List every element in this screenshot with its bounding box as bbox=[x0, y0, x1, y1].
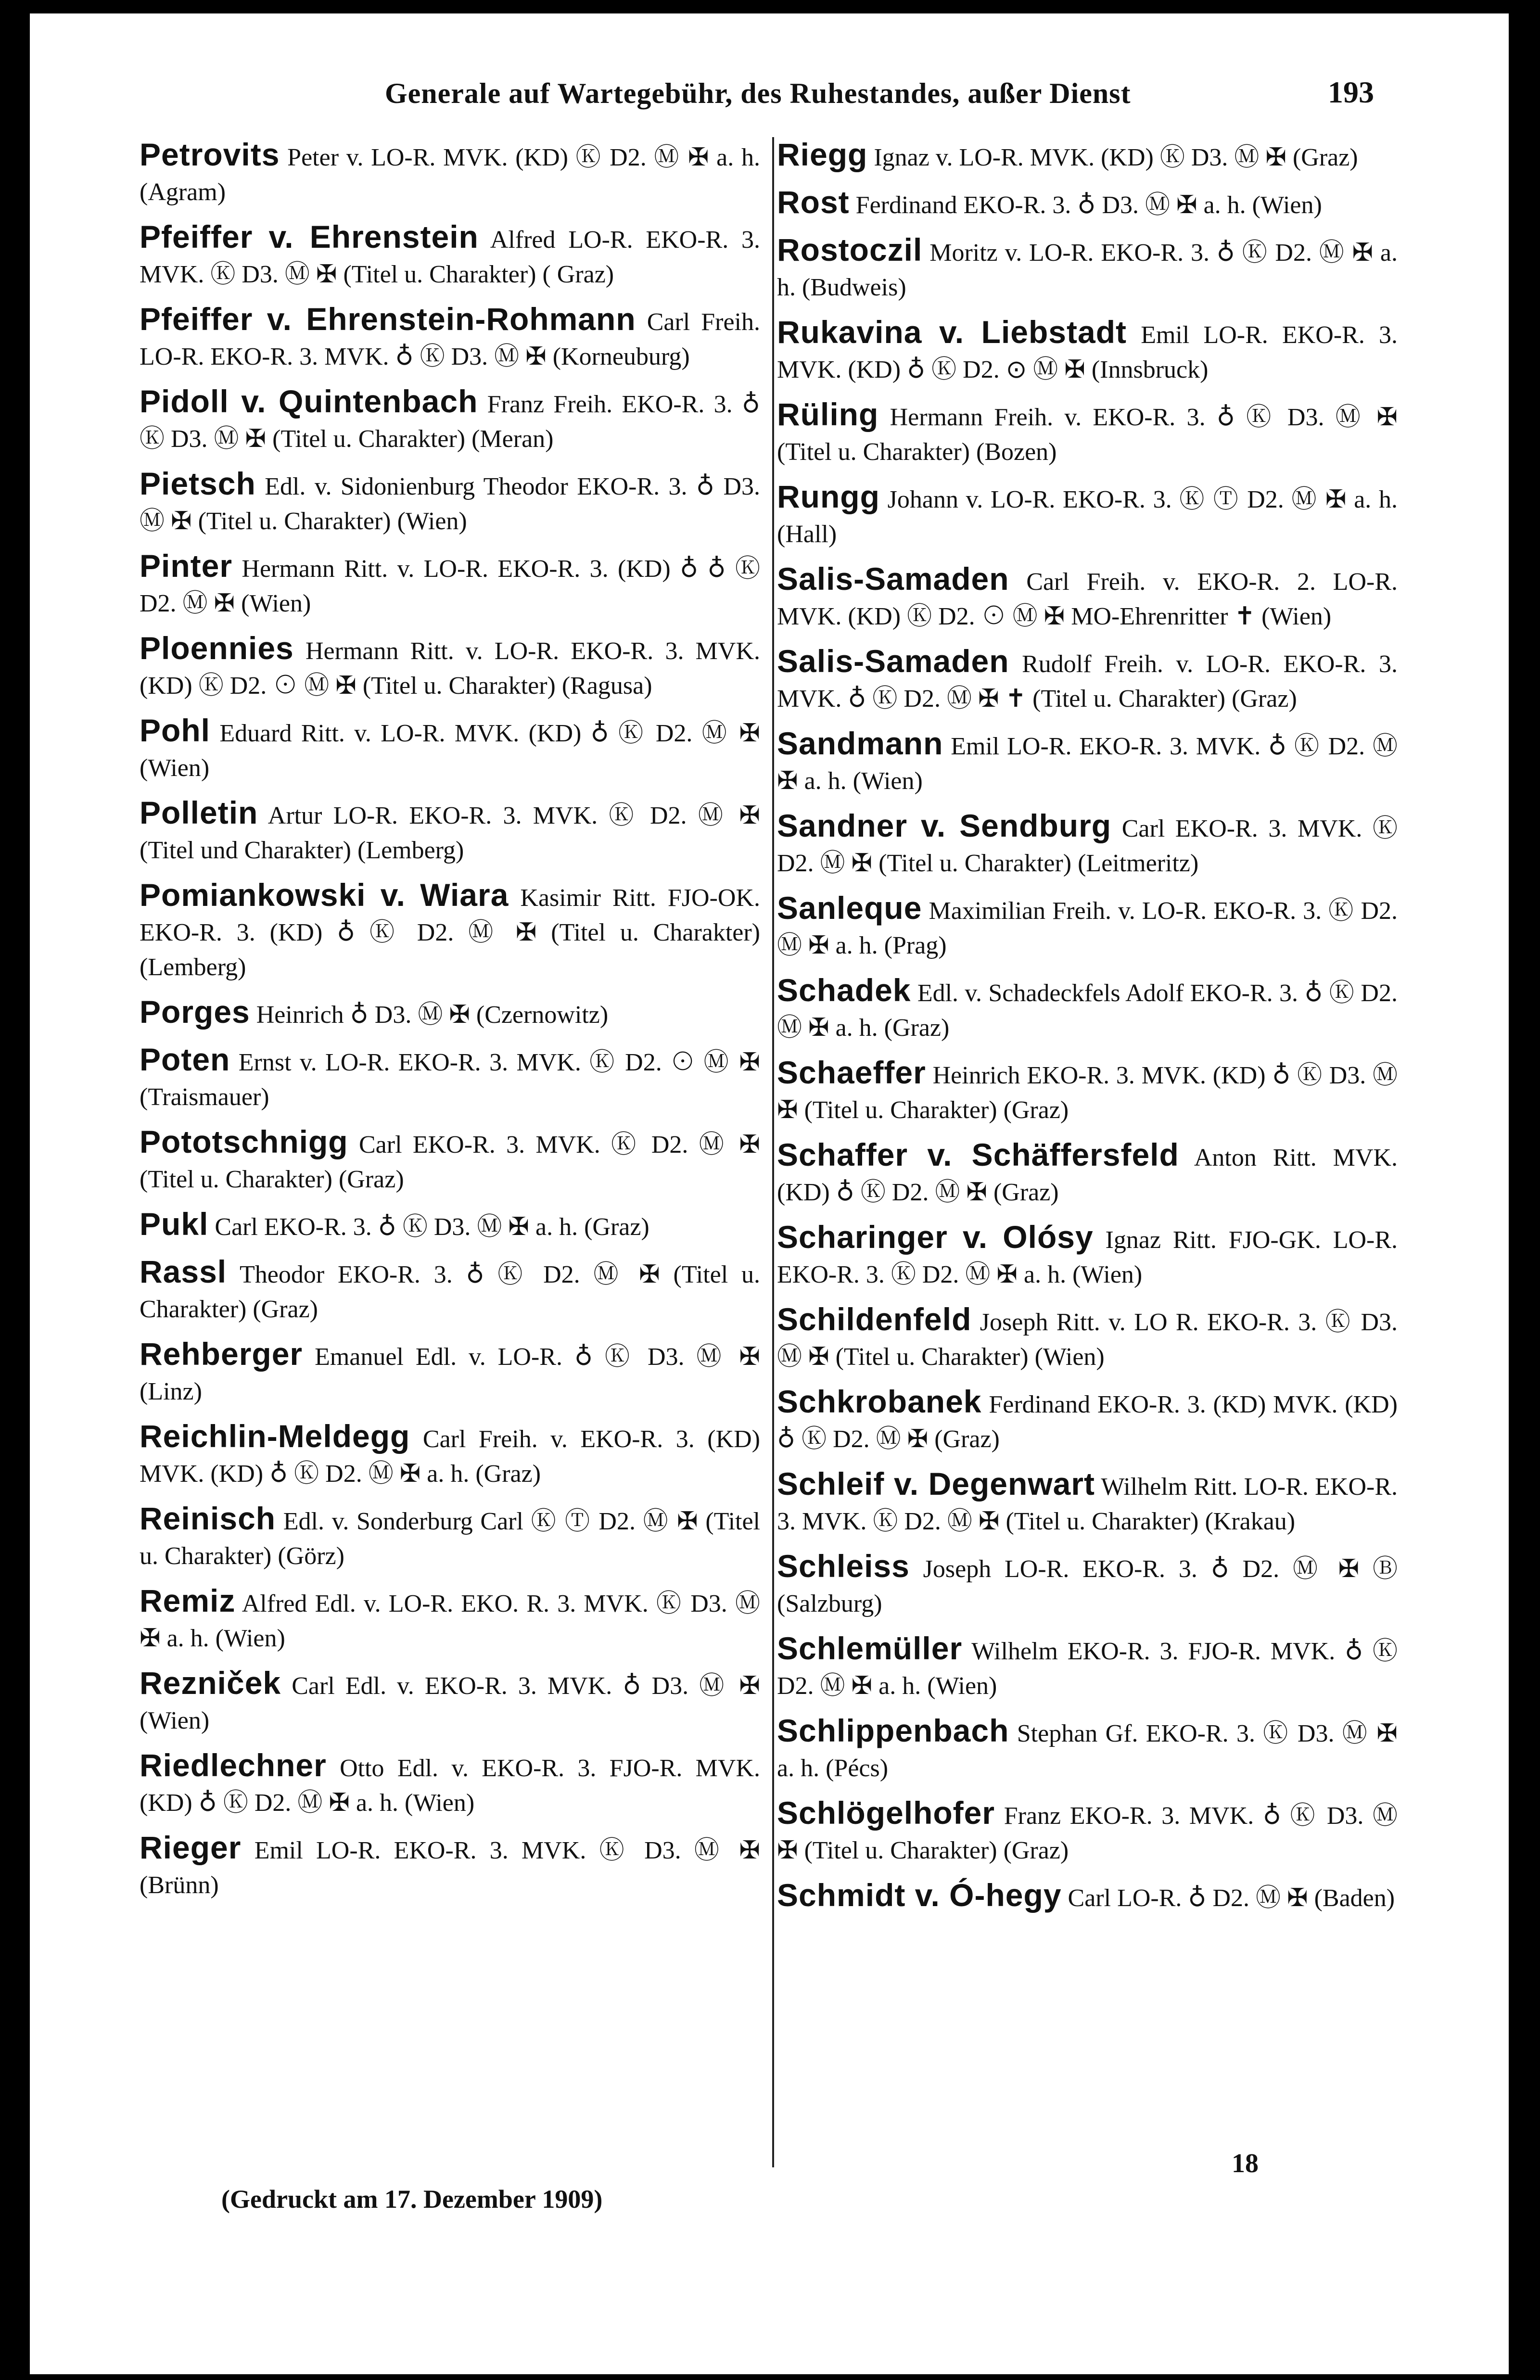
entry-details: Ernst v. LO-R. EKO-R. 3. MVK. Ⓚ D2. ⊙ Ⓜ ✠ (Traismauer) bbox=[140, 1049, 760, 1111]
register-entry bbox=[777, 315, 1398, 387]
entry-surname: Poten bbox=[140, 1042, 230, 1077]
register-entry bbox=[777, 644, 1398, 716]
entry-details: Hermann Freih. v. EKO-R. 3. ♁ Ⓚ D3. Ⓜ ✠ (Titel u. Charakter) (Bozen) bbox=[777, 404, 1398, 466]
entry-surname: Pinter bbox=[140, 548, 233, 584]
entry-surname: Salis-Samaden bbox=[777, 561, 1009, 597]
entry-surname: Rost bbox=[777, 184, 850, 220]
entry-surname: Schaeffer bbox=[777, 1055, 926, 1090]
entry-details: Heinrich ♁ D3. Ⓜ ✠ (Czernowitz) bbox=[256, 1001, 609, 1029]
register-entry bbox=[777, 137, 1398, 175]
entry-surname: Schmidt v. Ó-hegy bbox=[777, 1877, 1062, 1913]
register-entry bbox=[777, 808, 1398, 881]
entry-surname: Porges bbox=[140, 994, 250, 1030]
entry-details: Hermann Ritt. v. LO-R. EKO-R. 3. MVK. (KD) Ⓚ D2. ⊙ Ⓜ ✠ (Titel u. Charakter) (Ragusa) bbox=[140, 637, 761, 700]
register-entry bbox=[777, 1795, 1398, 1868]
register-entry bbox=[140, 1583, 760, 1656]
entry-surname: Pototschnigg bbox=[140, 1124, 348, 1159]
entry-surname: Schaffer v. Schäffersfeld bbox=[777, 1137, 1179, 1172]
entry-surname: Rukavina v. Liebstadt bbox=[777, 314, 1127, 350]
register-entry bbox=[777, 479, 1398, 552]
register-entry bbox=[140, 548, 760, 621]
register-entry bbox=[140, 795, 760, 868]
entry-details: Kasimir Ritt. FJO-OK. EKO-R. 3. (KD) ♁ Ⓚ D2. Ⓜ ✠ (Titel u. Charakter) (Lemberg) bbox=[140, 884, 761, 981]
register-entry bbox=[140, 1748, 760, 1820]
entry-surname: Pietsch bbox=[140, 466, 256, 501]
scan-border-left bbox=[0, 0, 30, 2380]
entry-details: Edl. v. Schadeckfels Adolf EKO-R. 3. ♁ Ⓚ D2. Ⓜ ✠ a. h. (Graz) bbox=[777, 980, 1398, 1042]
entry-details: Edl. v. Sidonienburg Theodor EKO-R. 3. ♁ D3. Ⓜ ✠ (Titel u. Charakter) (Wien) bbox=[140, 473, 760, 535]
entry-surname: Rüling bbox=[777, 396, 879, 432]
register-entry bbox=[140, 384, 760, 457]
register-entry bbox=[777, 397, 1398, 470]
entry-details: Johann v. LO-R. EKO-R. 3. Ⓚ Ⓣ D2. Ⓜ ✠ a. h. (Hall) bbox=[777, 486, 1398, 548]
entry-surname: Schleiss bbox=[777, 1548, 910, 1584]
register-entry bbox=[140, 1501, 760, 1574]
entry-surname: Riedlechner bbox=[140, 1747, 327, 1783]
register-entry bbox=[777, 1137, 1398, 1210]
entry-surname: Schlemüller bbox=[777, 1630, 963, 1666]
entry-surname: Schadek bbox=[777, 972, 911, 1008]
entry-details: Alfred Edl. v. LO-R. EKO. R. 3. MVK. Ⓚ D3. Ⓜ ✠ a. h. (Wien) bbox=[140, 1590, 760, 1652]
register-entry bbox=[140, 302, 760, 374]
entry-details: Edl. v. Sonderburg Carl Ⓚ Ⓣ D2. Ⓜ ✠ (Titel u. Charakter) (Görz) bbox=[140, 1508, 760, 1570]
entry-details: Franz EKO-R. 3. MVK. ♁ Ⓚ D3. Ⓜ ✠ (Titel u. Charakter) (Graz) bbox=[777, 1802, 1398, 1864]
entry-details: Maximilian Freih. v. LO-R. EKO-R. 3. Ⓚ D2. Ⓜ ✠ a. h. (Prag) bbox=[777, 897, 1398, 959]
entry-surname: Schlippenbach bbox=[777, 1713, 1009, 1748]
register-entry bbox=[140, 1042, 760, 1115]
entry-details: Carl Freih. v. EKO-R. 2. LO-R. MVK. (KD) Ⓚ D2. ⊙ Ⓜ ✠ MO-Ehrenritter ✝ (Wien) bbox=[777, 568, 1398, 630]
register-entry bbox=[777, 891, 1398, 963]
register-entry bbox=[777, 1631, 1398, 1704]
entry-details: Carl Freih. v. EKO-R. 3. (KD) MVK. (KD) ♁ Ⓚ D2. Ⓜ ✠ a. h. (Graz) bbox=[140, 1425, 760, 1488]
register-entry bbox=[777, 1055, 1398, 1128]
entry-details: Carl EKO-R. 3. MVK. Ⓚ D2. Ⓜ ✠ (Titel u. Charakter) (Graz) bbox=[140, 1131, 760, 1193]
scan-border-bottom bbox=[0, 2374, 1540, 2380]
register-entry bbox=[140, 713, 760, 786]
register-entry bbox=[777, 1713, 1398, 1786]
entry-details: Alfred LO-R. EKO-R. 3. MVK. Ⓚ D3. Ⓜ ✠ (Titel u. Charakter) ( Graz) bbox=[140, 226, 761, 288]
entry-details: Carl EKO-R. 3. ♁ Ⓚ D3. Ⓜ ✠ a. h. (Graz) bbox=[215, 1213, 649, 1241]
register-entry bbox=[140, 1419, 760, 1491]
sheet-number: 18 bbox=[1232, 2149, 1259, 2178]
entry-details: Ferdinand EKO-R. 3. ♁ D3. Ⓜ ✠ a. h. (Wien) bbox=[855, 191, 1322, 219]
entry-details: Rudolf Freih. v. LO-R. EKO-R. 3. MVK. ♁ Ⓚ D2. Ⓜ ✠ ✝ (Titel u. Charakter) (Graz) bbox=[777, 650, 1398, 713]
entry-surname: Reichlin-Meldegg bbox=[140, 1418, 410, 1454]
register-entry bbox=[140, 219, 760, 292]
entry-details: Ignaz v. LO-R. MVK. (KD) Ⓚ D3. Ⓜ ✠ (Graz) bbox=[874, 144, 1358, 171]
entry-surname: Remiz bbox=[140, 1583, 236, 1618]
entry-details: Joseph LO-R. EKO-R. 3. ♁ D2. Ⓜ ✠ Ⓑ (Salzburg) bbox=[777, 1555, 1398, 1617]
register-entry bbox=[777, 1220, 1398, 1292]
entry-surname: Riegg bbox=[777, 137, 868, 172]
register-entry bbox=[140, 631, 760, 703]
register-entry bbox=[777, 1878, 1398, 1916]
entry-details: Wilhelm EKO-R. 3. FJO-R. MVK. ♁ Ⓚ D2. Ⓜ ✠ a. h. (Wien) bbox=[777, 1638, 1398, 1700]
register-entry bbox=[777, 232, 1398, 305]
entry-details: Carl LO-R. ♁ D2. Ⓜ ✠ (Baden) bbox=[1068, 1884, 1395, 1912]
entry-details: Stephan Gf. EKO-R. 3. Ⓚ D3. Ⓜ ✠ a. h. (Pécs) bbox=[777, 1720, 1398, 1782]
register-entry bbox=[140, 466, 760, 539]
register-entry bbox=[777, 726, 1398, 799]
print-note: (Gedruckt am 17. Dezember 1909) bbox=[221, 2185, 603, 2214]
register-entry bbox=[777, 1466, 1398, 1539]
entry-details: Emil LO-R. EKO-R. 3. MVK. Ⓚ D3. Ⓜ ✠ (Brünn) bbox=[140, 1837, 761, 1899]
register-entry bbox=[140, 1830, 760, 1903]
entry-surname: Salis-Samaden bbox=[777, 643, 1009, 679]
entry-surname: Rostoczil bbox=[777, 232, 923, 267]
entry-details: Wilhelm Ritt. LO-R. EKO-R. 3. MVK. Ⓚ D2. Ⓜ ✠ (Titel u. Charakter) (Krakau) bbox=[777, 1473, 1398, 1535]
entry-details: Heinrich EKO-R. 3. MVK. (KD) ♁ Ⓚ D3. Ⓜ ✠ (Titel u. Charakter) (Graz) bbox=[777, 1062, 1398, 1124]
entry-details: Franz Freih. EKO-R. 3. ♁ Ⓚ D3. Ⓜ ✠ (Titel u. Charakter) (Meran) bbox=[140, 391, 760, 453]
entry-surname: Rassl bbox=[140, 1254, 227, 1289]
entry-details: Joseph Ritt. v. LO R. EKO-R. 3. Ⓚ D3. Ⓜ ✠ (Titel u. Charakter) (Wien) bbox=[777, 1309, 1398, 1371]
entry-surname: Schildenfeld bbox=[777, 1301, 972, 1337]
entry-surname: Pfeiffer v. Ehrenstein-Rohmann bbox=[140, 301, 636, 337]
scan-border-top bbox=[0, 0, 1540, 13]
register-entry bbox=[777, 973, 1398, 1045]
register-entry bbox=[777, 561, 1398, 634]
entry-surname: Pohl bbox=[140, 713, 210, 748]
column-divider bbox=[772, 137, 774, 2167]
register-entry bbox=[140, 1666, 760, 1738]
entry-details: Emanuel Edl. v. LO-R. ♁ Ⓚ D3. Ⓜ ✠ (Linz) bbox=[140, 1343, 761, 1405]
entry-details: Theodor EKO-R. 3. ♁ Ⓚ D2. Ⓜ ✠ (Titel u. Charakter) (Graz) bbox=[140, 1261, 760, 1323]
entry-details: Otto Edl. v. EKO-R. 3. FJO-R. MVK. (KD) ♁ Ⓚ D2. Ⓜ ✠ a. h. (Wien) bbox=[140, 1755, 761, 1817]
left-column bbox=[140, 137, 760, 2191]
register-entry bbox=[777, 1302, 1398, 1375]
entry-surname: Reinisch bbox=[140, 1501, 276, 1536]
entry-surname: Scharinger v. Olósy bbox=[777, 1219, 1094, 1255]
entry-surname: Polletin bbox=[140, 795, 258, 830]
entry-details: Ignaz Ritt. FJO-GK. LO-R. EKO-R. 3. Ⓚ D2. Ⓜ ✠ a. h. (Wien) bbox=[777, 1226, 1398, 1288]
entry-surname: Sanleque bbox=[777, 890, 922, 926]
register-entry bbox=[777, 185, 1398, 223]
entry-surname: Pidoll v. Quintenbach bbox=[140, 383, 478, 419]
register-entry bbox=[777, 1549, 1398, 1621]
page-title: Generale auf Wartegebühr, des Ruhestandes, außer Dienst bbox=[385, 77, 1131, 109]
register-entry bbox=[140, 878, 760, 985]
register-entry bbox=[140, 1124, 760, 1197]
entry-details: Moritz v. LO-R. EKO-R. 3. ♁ Ⓚ D2. Ⓜ ✠ a. h. (Budweis) bbox=[777, 239, 1398, 301]
entry-details: Emil LO-R. EKO-R. 3. MVK. (KD) ♁ Ⓚ D2. ⊙ Ⓜ ✠ (Innsbruck) bbox=[777, 321, 1398, 383]
entry-surname: Pomiankowski v. Wiara bbox=[140, 877, 509, 913]
entry-details: Eduard Ritt. v. LO-R. MVK. (KD) ♁ Ⓚ D2. Ⓜ ✠ (Wien) bbox=[140, 720, 760, 782]
entry-surname: Petrovits bbox=[140, 137, 280, 172]
entry-details: Anton Ritt. MVK. (KD) ♁ Ⓚ D2. Ⓜ ✠ (Graz) bbox=[777, 1144, 1398, 1206]
entry-surname: Rieger bbox=[140, 1830, 242, 1865]
entry-details: Hermann Ritt. v. LO-R. EKO-R. 3. (KD) ♁ ♁ Ⓚ D2. Ⓜ ✠ (Wien) bbox=[140, 555, 760, 617]
page-header bbox=[144, 72, 1443, 125]
entry-surname: Schleif v. Degenwart bbox=[777, 1466, 1095, 1502]
entry-surname: Sandmann bbox=[777, 725, 943, 761]
entry-surname: Schkrobanek bbox=[777, 1384, 982, 1419]
entry-surname: Sandner v. Sendburg bbox=[777, 808, 1112, 843]
register-entry bbox=[140, 1254, 760, 1327]
register-entry bbox=[140, 1336, 760, 1409]
entry-details: Carl Edl. v. EKO-R. 3. MVK. ♁ D3. Ⓜ ✠ (Wien) bbox=[140, 1672, 760, 1734]
entry-surname: Pfeiffer v. Ehrenstein bbox=[140, 219, 479, 255]
entry-details: Carl EKO-R. 3. MVK. Ⓚ D2. Ⓜ ✠ (Titel u. Charakter) (Leitmeritz) bbox=[777, 815, 1398, 877]
entry-details: Artur LO-R. EKO-R. 3. MVK. Ⓚ D2. Ⓜ ✠ (Titel und Charakter) (Lemberg) bbox=[140, 802, 760, 864]
entry-details: Peter v. LO-R. MVK. (KD) Ⓚ D2. Ⓜ ✠ a. h. (Agram) bbox=[140, 144, 760, 206]
entry-surname: Rehberger bbox=[140, 1336, 303, 1372]
entry-surname: Rungg bbox=[777, 479, 880, 514]
entry-details: Emil LO-R. EKO-R. 3. MVK. ♁ Ⓚ D2. Ⓜ ✠ a. h. (Wien) bbox=[777, 733, 1398, 795]
entry-surname: Rezniček bbox=[140, 1665, 281, 1701]
entry-details: Carl Freih. LO-R. EKO-R. 3. MVK. ♁ Ⓚ D3. Ⓜ ✠ (Korneuburg) bbox=[140, 308, 761, 370]
right-column bbox=[777, 137, 1398, 2191]
register-entry bbox=[140, 1207, 760, 1245]
register-entry bbox=[140, 137, 760, 210]
entry-details: Ferdinand EKO-R. 3. (KD) MVK. (KD) ♁ Ⓚ D2. Ⓜ ✠ (Graz) bbox=[777, 1391, 1398, 1453]
register-entry bbox=[140, 994, 760, 1032]
entry-surname: Ploennies bbox=[140, 630, 294, 666]
scan-border-right bbox=[1509, 0, 1540, 2380]
register-entry bbox=[777, 1384, 1398, 1457]
entry-surname: Pukl bbox=[140, 1206, 209, 1242]
page-number: 193 bbox=[1328, 75, 1374, 109]
entry-surname: Schlögelhofer bbox=[777, 1795, 995, 1831]
